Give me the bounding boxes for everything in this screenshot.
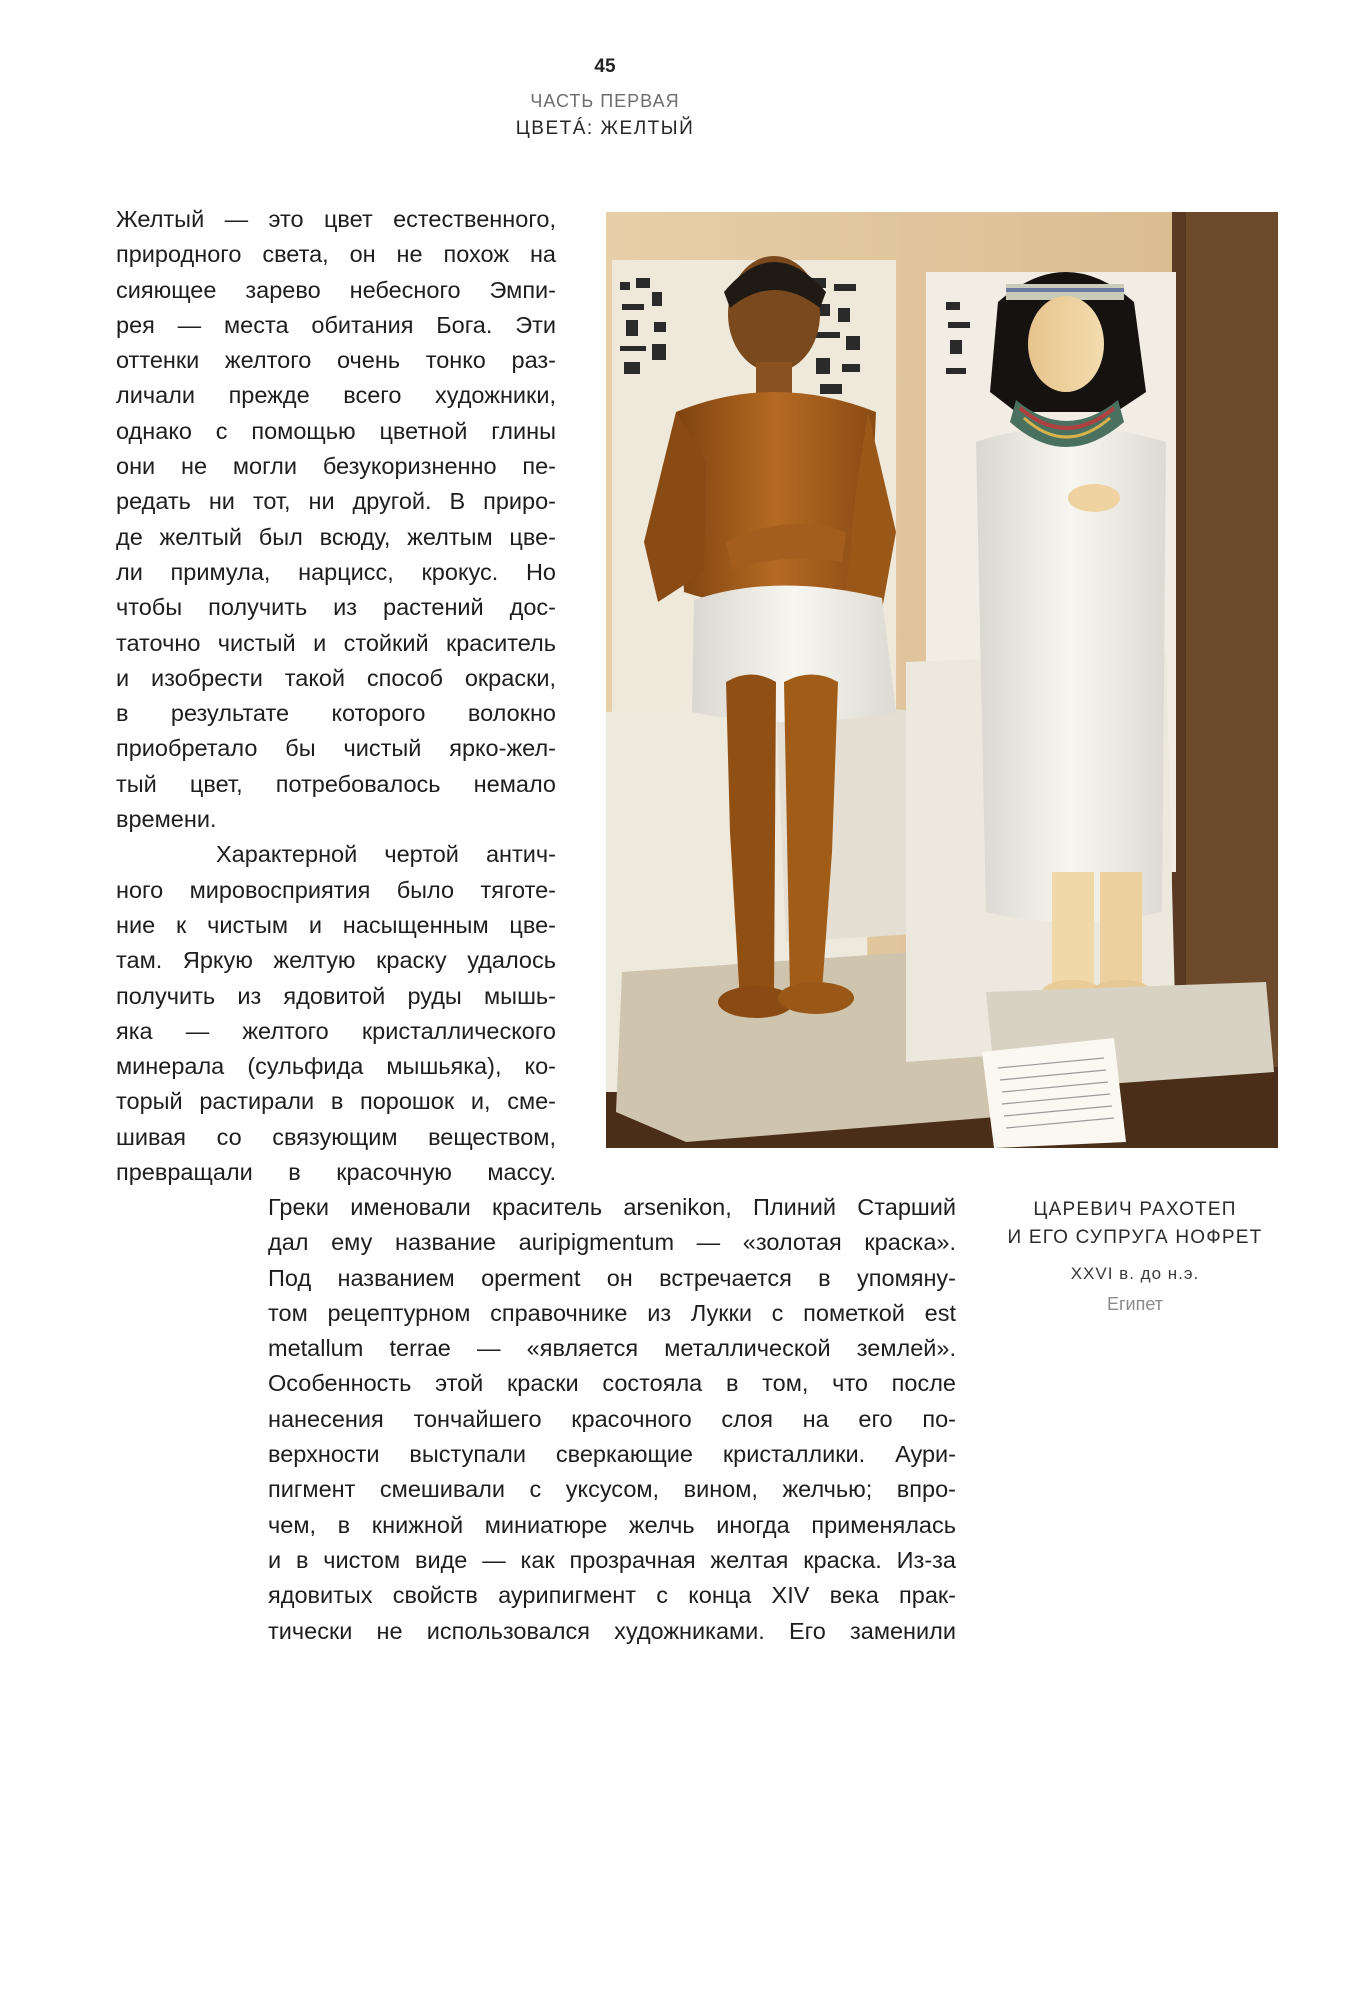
body-text-column-2 [268, 1190, 956, 1649]
running-header-section: ЦВЕТÁ: ЖЕЛТЫЙ [515, 118, 695, 139]
text-line: таточно чистый и стойкий краситель [116, 629, 556, 656]
text-line: тый цвет, потребовалось немало [116, 770, 556, 797]
text-line: шивая со связующим веществом, [116, 1123, 556, 1150]
text-line: ние к чистым и насыщенным цве- [116, 911, 556, 938]
text-line: дал ему название auripigmentum — «золотая краска». [268, 1229, 956, 1256]
text-line: превращали в красочную массу. [116, 1159, 556, 1186]
caption-place: Египет [1106, 1294, 1164, 1314]
text-line: они не могли безукоризненно пе- [116, 453, 556, 480]
text-line: ли примула, нарцисс, крокус. Но [116, 558, 556, 585]
text-line: редать ни тот, ни другой. В приро- [116, 488, 556, 515]
text-line: сияющее зарево небесного Эмпи- [116, 276, 556, 303]
text-line: Греки именовали краситель arsenikon, Плиний Старший [268, 1194, 956, 1220]
text-line: получить из ядовитой руды мышь- [116, 982, 556, 1009]
text-line: Особенность этой краски состояла в том, что после [268, 1370, 956, 1397]
text-line: чтобы получить из растений дос- [116, 594, 556, 621]
text-line: однако с помощью цветной глины [116, 417, 556, 444]
paragraph-start-line: Характерной чертой антич- [216, 841, 556, 868]
caption-date: XXVI в. до н.э. [1070, 1264, 1200, 1283]
running-header-part: ЧАСТЬ ПЕРВАЯ [530, 91, 680, 111]
text-line: Желтый — это цвет естественного, [116, 206, 556, 232]
photo-statues-rahotep-nofret [606, 212, 1278, 1148]
text-line: и изобрести такой способ окраски, [116, 664, 556, 691]
body-text-column-1 [116, 202, 556, 1190]
text-line: там. Яркую желтую краску удалось [116, 947, 556, 974]
text-line: в результате которого волокно [116, 700, 556, 727]
text-line: ного мировосприятия было тяготе- [116, 876, 556, 903]
text-line: metallum terrae — «является металлической землей». [268, 1335, 956, 1362]
text-line: ядовитых свойств аурипигмент с конца XIV века прак- [268, 1582, 956, 1609]
text-line: природного света, он не похож на [116, 241, 556, 268]
text-line: оттенки желтого очень тонко раз- [116, 347, 556, 374]
text-line: времени. [116, 806, 217, 833]
text-line: нанесения тончайшего красочного слоя на его по- [268, 1405, 956, 1432]
text-line: чем, в книжной миниатюре желчь иногда применялась [268, 1511, 956, 1538]
text-line: торый растирали в порошок и, сме- [116, 1088, 556, 1115]
text-line: пигмент смешивали с уксусом, вином, желчью; впро- [268, 1476, 956, 1503]
text-line: де желтый был всюду, желтым цве- [116, 523, 556, 550]
text-line: яка — желтого кристаллического [116, 1017, 556, 1044]
page-number: 45 [594, 56, 616, 77]
text-line: приобретало бы чистый ярко-жел- [116, 735, 556, 762]
text-line: минерала (сульфида мышьяка), ко- [116, 1053, 556, 1080]
figure-caption [990, 1196, 1280, 1315]
text-line: личали прежде всего художники, [116, 382, 556, 409]
text-line: рея — места обитания Бога. Эти [116, 311, 556, 338]
text-line: и в чистом виде — как прозрачная желтая краска. Из-за [268, 1546, 956, 1573]
caption-title-line-1: ЦАРЕВИЧ РАХОТЕП [1033, 1199, 1237, 1220]
caption-title-line-2: И ЕГО СУПРУГА НОФРЕТ [1007, 1227, 1263, 1248]
text-line: том рецептурном справочнике из Лукки с пометкой est [268, 1299, 956, 1326]
text-line: тически не использовался художниками. Его заменили [268, 1617, 956, 1644]
text-line: верхности выступали сверкающие кристаллики. Аури- [268, 1441, 956, 1468]
text-line: Под названием operment он встречается в упомяну- [268, 1264, 956, 1291]
